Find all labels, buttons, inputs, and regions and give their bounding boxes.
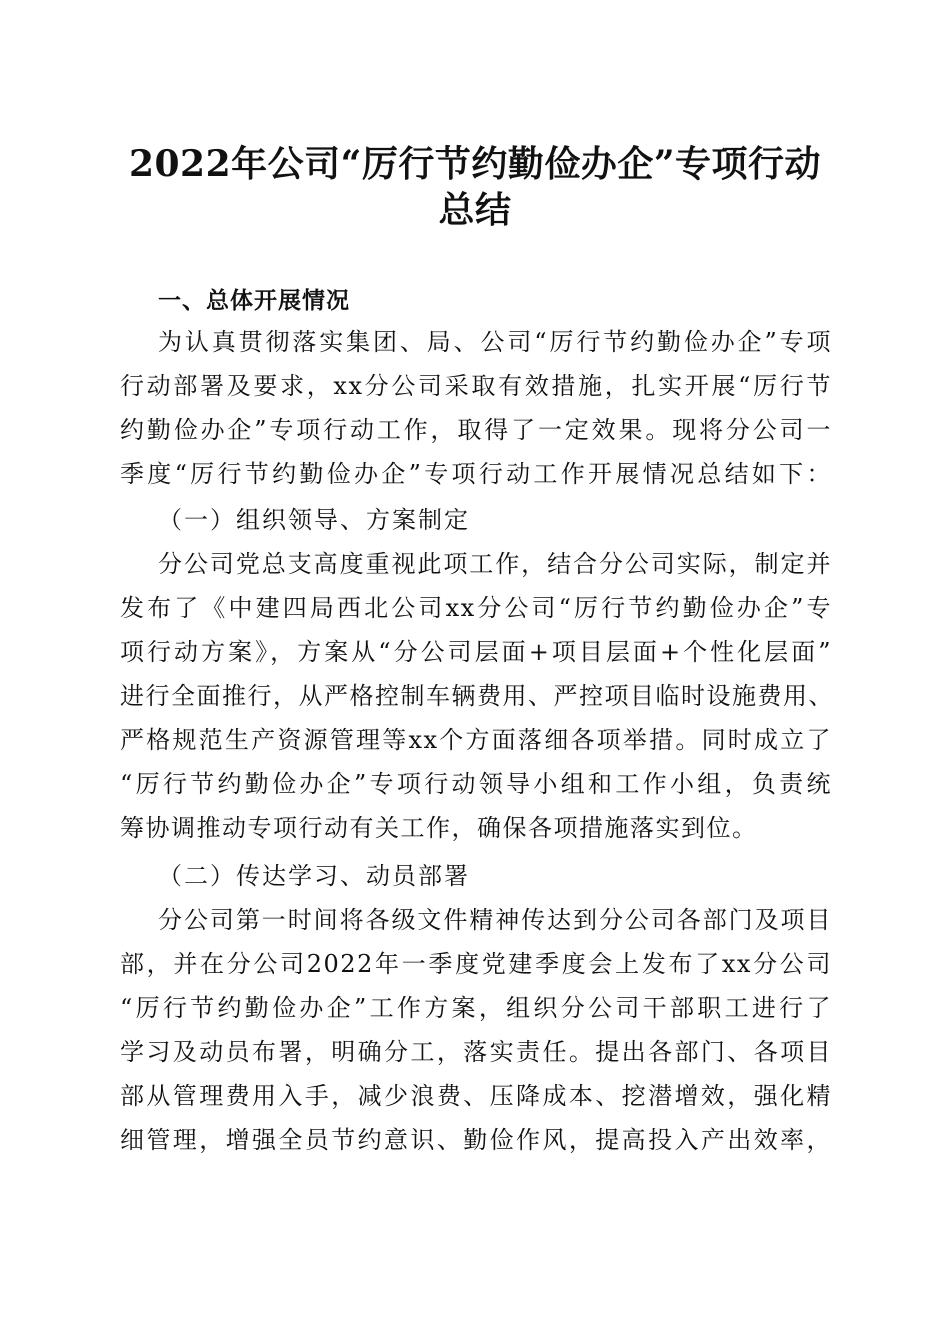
subsection-heading-mobilization: （二）传达学习、动员部署 bbox=[158, 862, 470, 890]
document-title-line-2: 总结 bbox=[438, 189, 512, 231]
paragraph-line: 细管理，增强全员节约意识、勤俭作风，提高投入产出效率， bbox=[120, 1126, 832, 1154]
paragraph-line: 为认真贯彻落实集团、局、公司“厉行节约勤俭办企”专项 bbox=[158, 328, 832, 356]
paragraph-line: 学习及动员布署，明确分工，落实责任。提出各部门、各项目 bbox=[120, 1038, 832, 1066]
paragraph-line: 发布了《中建四局西北公司xx分公司“厉行节约勤俭办企”专 bbox=[120, 594, 832, 622]
document-title-line-1: 2022年公司“厉行节约勤俭办企”专项行动 bbox=[128, 143, 822, 185]
paragraph-line: 约勤俭办企”专项行动工作，取得了一定效果。现将分公司一 bbox=[120, 416, 832, 444]
paragraph-line: 筹协调推动专项行动有关工作，确保各项措施落实到位。 bbox=[120, 814, 758, 842]
subsection-heading-organization: （一）组织领导、方案制定 bbox=[158, 506, 470, 534]
section-heading-overall: 一、总体开展情况 bbox=[158, 288, 350, 314]
paragraph-line: 部，并在分公司2022年一季度党建季度会上发布了xx分公司 bbox=[120, 950, 832, 978]
paragraph-line: 分公司党总支高度重视此项工作，结合分公司实际，制定并 bbox=[158, 550, 832, 578]
paragraph-line: 部从管理费用入手，减少浪费、压降成本、挖潜增效，强化精 bbox=[120, 1082, 832, 1110]
paragraph-line: “厉行节约勤俭办企”专项行动领导小组和工作小组，负责统 bbox=[120, 770, 832, 798]
paragraph-line: 项行动方案》，方案从“分公司层面+项目层面+个性化层面” bbox=[120, 638, 832, 666]
paragraph-line: 进行全面推行，从严格控制车辆费用、严控项目临时设施费用、 bbox=[120, 682, 834, 710]
paragraph-line: 分公司第一时间将各级文件精神传达到分公司各部门及项目 bbox=[158, 906, 832, 934]
paragraph-line: 行动部署及要求，xx分公司采取有效措施，扎实开展“厉行节 bbox=[120, 372, 832, 400]
paragraph-line: “厉行节约勤俭办企”工作方案，组织分公司干部职工进行了 bbox=[120, 994, 832, 1022]
paragraph-line: 季度“厉行节约勤俭办企”专项行动工作开展情况总结如下： bbox=[120, 460, 832, 488]
paragraph-line: 严格规范生产资源管理等xx个方面落细各项举措。同时成立了 bbox=[120, 726, 832, 754]
